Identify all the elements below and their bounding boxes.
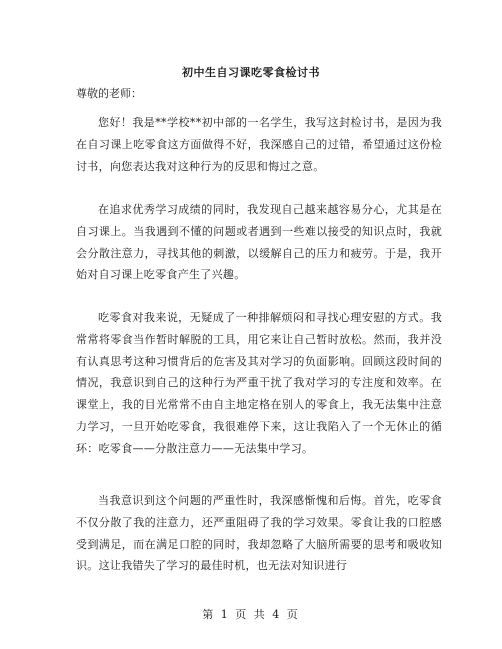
salutation: 尊敬的老师： (76, 87, 142, 100)
paragraph-3: 吃零食对我来说，无疑成了一种排解烦闷和寻找心理安慰的方式。我常常将零食当作暂时解脱的工具，用它来让自己暂时放松。然而，我并没有认真思考这种习惯背后的危害及其对学习的负面影响。回顾这段时间的情况，我意识到自己的这种行为严重干扰了我对学习的专注度和效率。在课堂上，我的目光常常不由自主地定格在别人的零食上，我无法集中注意力学习，一旦开始吃零食，我很难停下来，这让我陷入了一个无休止的循环：吃零食——分散注意力——无法集中学习。 (76, 311, 442, 455)
paragraph-1: 您好！我是**学校**初中部的一名学生，我写这封检讨书，是因为我在自习课上吃零食这方面做得不好，我深感自己的过错，希望通过这份检讨书，向您表达我对这种行为的反思和悔过之意。 (76, 116, 442, 173)
page-footer: 第 1 页 共 4 页 (202, 608, 300, 621)
document-title: 初中生自习课吃零食检讨书 (182, 66, 320, 79)
paragraph-2: 在追求优秀学习成绩的同时，我发现自己越来越容易分心，尤其是在自习课上。当我遇到不懂的问题或者遇到一些难以接受的知识点时，我就会分散注意力，寻找其他的刺激，以缓解自己的压力和疲劳。于是，我开始对自习课上吃零食产生了兴趣。 (76, 203, 442, 282)
paragraph-4: 当我意识到这个问题的严重性时，我深感惭愧和后悔。首先，吃零食不仅分散了我的注意力，还严重阻碍了我的学习效果。零食让我的口腔感受到满足，而在满足口腔的同时，我却忽略了大脑所需要的思考和吸收知识。这让我错失了学习的最佳时机，也无法对知识进行 (76, 494, 442, 573)
